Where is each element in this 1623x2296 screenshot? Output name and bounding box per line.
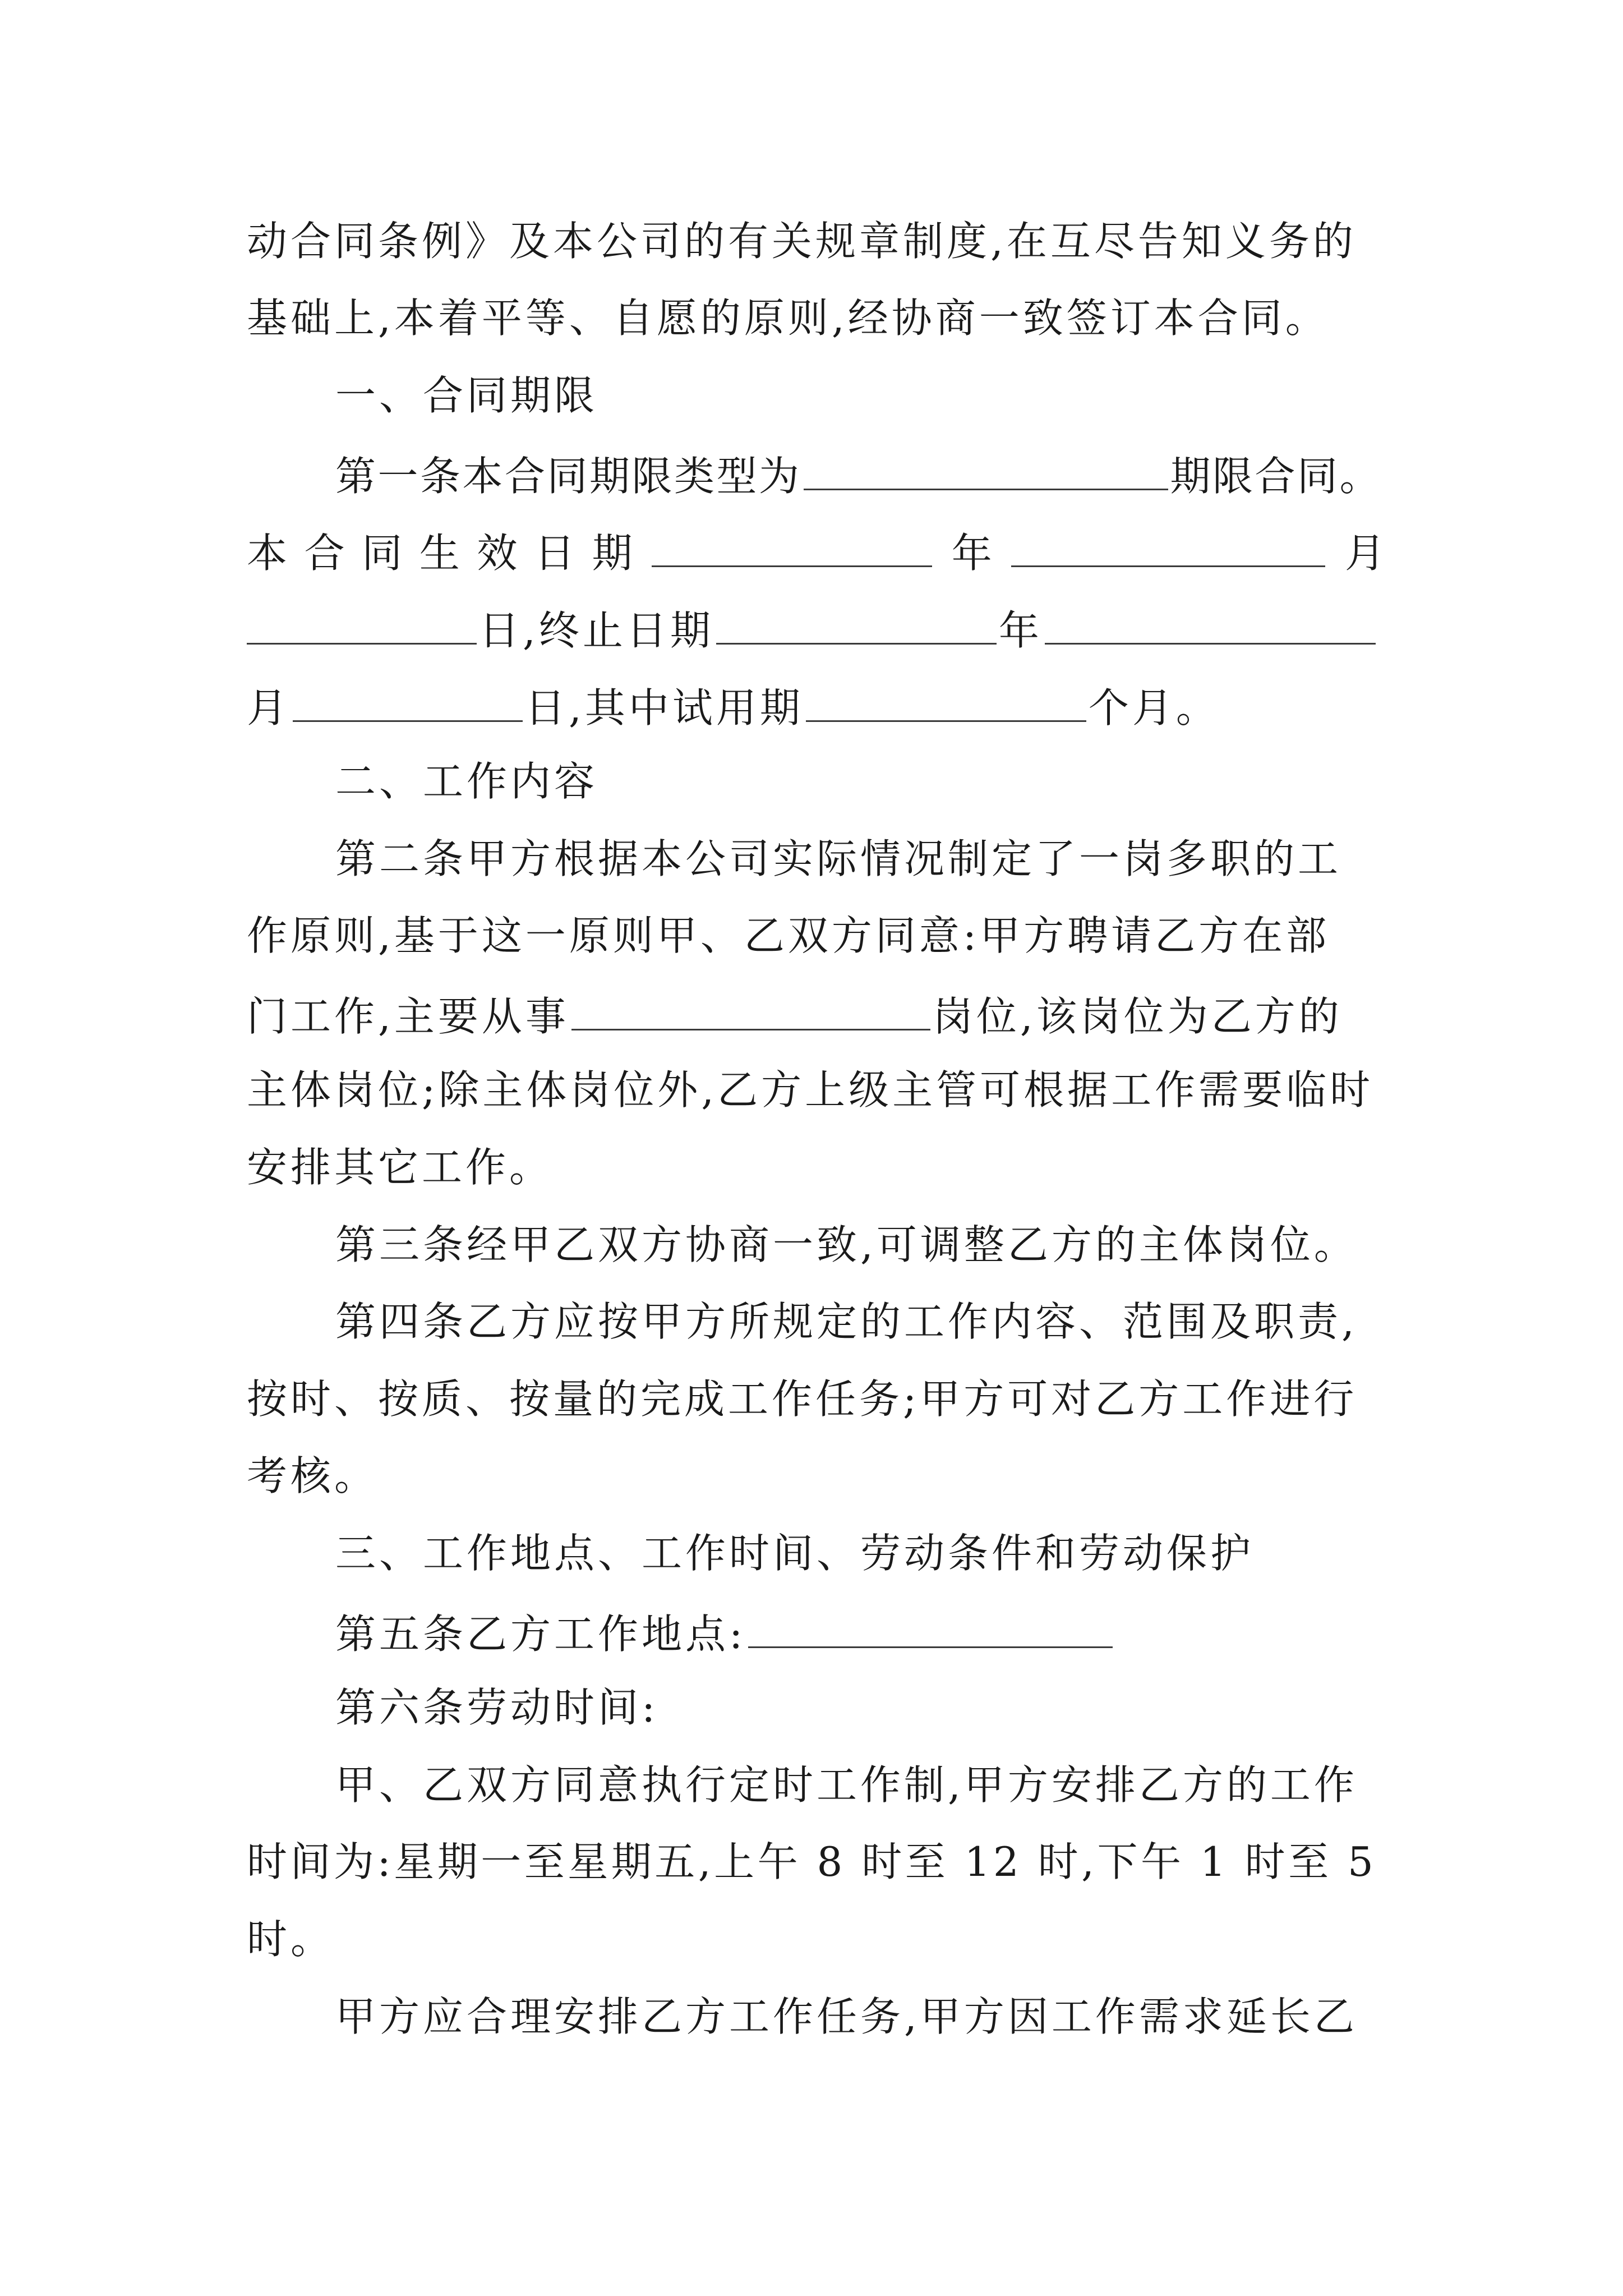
effective-date-line (247, 522, 1385, 578)
text-line: 时间为:星期一至星期五,上午 8 时至 12 时,下午 1 时至 5 (247, 1838, 1377, 1885)
effective-char: 生 (419, 530, 460, 577)
text-line: 按时、按质、按量的完成工作任务;甲方可对乙方工作进行 (247, 1375, 1358, 1423)
article-1-suffix: 期限合同。 (1170, 453, 1382, 500)
effective-char: 日 (534, 530, 575, 577)
article-2-position-line (247, 985, 1385, 1041)
text-line: 甲、乙双方同意执行定时工作制,甲方安排乙方的工作 (335, 1761, 1358, 1809)
end-date-line (247, 599, 1385, 655)
position-blank[interactable] (571, 985, 930, 1030)
article-1-text: 第一条本合同期限类型为 (335, 453, 801, 500)
article-2-text: 门工作,主要从事 (247, 993, 569, 1040)
text-line: 动合同条例》及本公司的有关规章制度,在互尽告知义务的 (247, 218, 1357, 265)
article-2-suffix: 岗位,该岗位为乙方的 (932, 993, 1343, 1040)
effective-char: 合 (304, 530, 345, 577)
months-label: 个月。 (1088, 684, 1220, 731)
text-line: 主体岗位;除主体岗位外,乙方上级主管可根据工作需要临时 (247, 1066, 1374, 1114)
effective-char: 期 (592, 530, 633, 577)
article-5-text: 第五条乙方工作地点: (335, 1611, 746, 1658)
year-label: 年 (998, 607, 1043, 654)
effective-month-blank[interactable] (1011, 522, 1325, 567)
end-date-label: 日,终止日期 (479, 607, 714, 654)
effective-char: 同 (362, 530, 403, 577)
trial-label: 日,其中试用期 (525, 684, 804, 731)
text-line: 时。 (247, 1916, 335, 1963)
trial-period-line (247, 677, 1385, 733)
year-label: 年 (951, 530, 992, 577)
text-line: 基础上,本着平等、自愿的原则,经协商一致签订本合同。 (247, 295, 1329, 342)
text-line: 考核。 (247, 1452, 379, 1499)
text-line: 安排其它工作。 (247, 1144, 554, 1191)
end-day-blank[interactable] (293, 677, 523, 722)
section-heading: 二、工作内容 (335, 758, 598, 805)
text-line: 第二条甲方根据本公司实际情况制定了一岗多职的工 (335, 835, 1342, 882)
end-year-blank[interactable] (716, 599, 997, 645)
text-line: 第四条乙方应按甲方所规定的工作内容、范围及职责, (335, 1298, 1358, 1345)
effective-char: 本 (247, 530, 288, 577)
work-location-blank[interactable] (748, 1603, 1113, 1648)
contract-type-blank[interactable] (804, 445, 1168, 490)
effective-char: 效 (477, 530, 518, 577)
section-heading: 三、工作地点、工作时间、劳动条件和劳动保护 (335, 1530, 1255, 1577)
month-label: 月 (247, 684, 291, 731)
trial-months-blank[interactable] (806, 677, 1086, 722)
text-line: 第三条经甲乙双方协商一致,可调整乙方的主体岗位。 (335, 1221, 1358, 1268)
effective-day-blank[interactable] (247, 599, 477, 645)
month-label: 月 (1344, 530, 1385, 577)
text-line: 第六条劳动时间: (335, 1684, 659, 1731)
text-line: 甲方应合理安排乙方工作任务,甲方因工作需求延长乙 (335, 1993, 1358, 2040)
article-5 (335, 1603, 1385, 1659)
text-line: 作原则,基于这一原则甲、乙双方同意:甲方聘请乙方在部 (247, 912, 1330, 959)
article-1 (335, 445, 1385, 501)
effective-year-blank[interactable] (652, 522, 932, 567)
end-month-blank[interactable] (1045, 599, 1376, 645)
section-heading: 一、合同期限 (335, 372, 598, 419)
